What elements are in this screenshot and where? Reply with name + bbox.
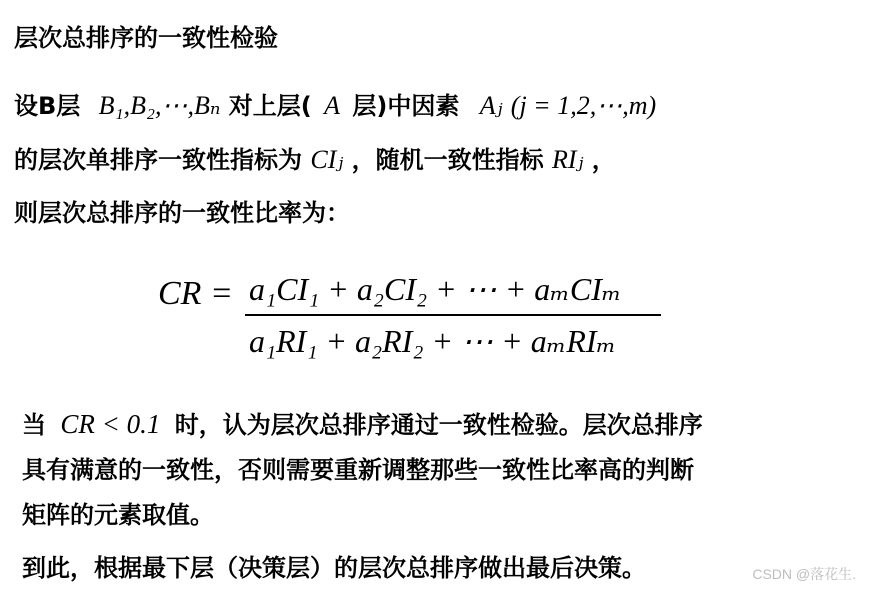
- conclusion-rest: 时，认为层次总排序通过一致性检验。层次总排序: [174, 411, 703, 439]
- conclusion-prefix: 当: [22, 411, 46, 439]
- conclusion-line-3: 矩阵的元素取值。: [22, 501, 214, 529]
- intro-line-2: [14, 140, 616, 175]
- b-sequence: B₁,B₂,⋯,Bₙ: [98, 91, 221, 120]
- cr-denominator: a₁RI₁ + a₂RI₂ + ⋯ + aₘRIₘ: [249, 323, 617, 359]
- intro-line-1: [14, 86, 656, 121]
- ri-j: RIⱼ: [551, 145, 584, 174]
- cr-fraction: [245, 270, 665, 360]
- conclusion-line-1: [22, 402, 703, 448]
- line1-mid2: 层)中因素: [352, 92, 460, 120]
- ci-j: CIⱼ: [310, 145, 344, 174]
- section-heading: 层次总排序的一致性检验: [14, 24, 278, 52]
- line2-prefix: 的层次单排序一致性指标为: [14, 146, 302, 174]
- factor-aj: Aⱼ: [479, 91, 503, 120]
- cr-numerator: a₁CI₁ + a₂CI₂ + ⋯ + aₘCIₘ: [249, 271, 622, 307]
- index-range: (j = 1,2,⋯,m): [510, 91, 657, 120]
- intro-line-3: 则层次总排序的一致性比率为：: [14, 199, 350, 227]
- cr-lhs: CR =: [158, 275, 233, 312]
- conclusion-paragraph: [22, 402, 703, 538]
- cr-condition: CR < 0.1: [60, 409, 161, 439]
- layer-a: A: [324, 91, 340, 120]
- final-paragraph: 到此，根据最下层（决策层）的层次总排序做出最后决策。: [22, 554, 646, 582]
- fraction-bar: [245, 314, 661, 316]
- csdn-watermark: CSDN @落花生.: [752, 566, 856, 582]
- line1-mid: 对上层(: [228, 92, 312, 120]
- line1-prefix: 设B层: [14, 92, 81, 120]
- conclusion-line-2: 具有满意的一致性，否则需要重新调整那些一致性比率高的判断: [22, 456, 694, 484]
- line2-suffix: ，: [591, 146, 616, 174]
- line2-mid: ，随机一致性指标: [351, 146, 544, 174]
